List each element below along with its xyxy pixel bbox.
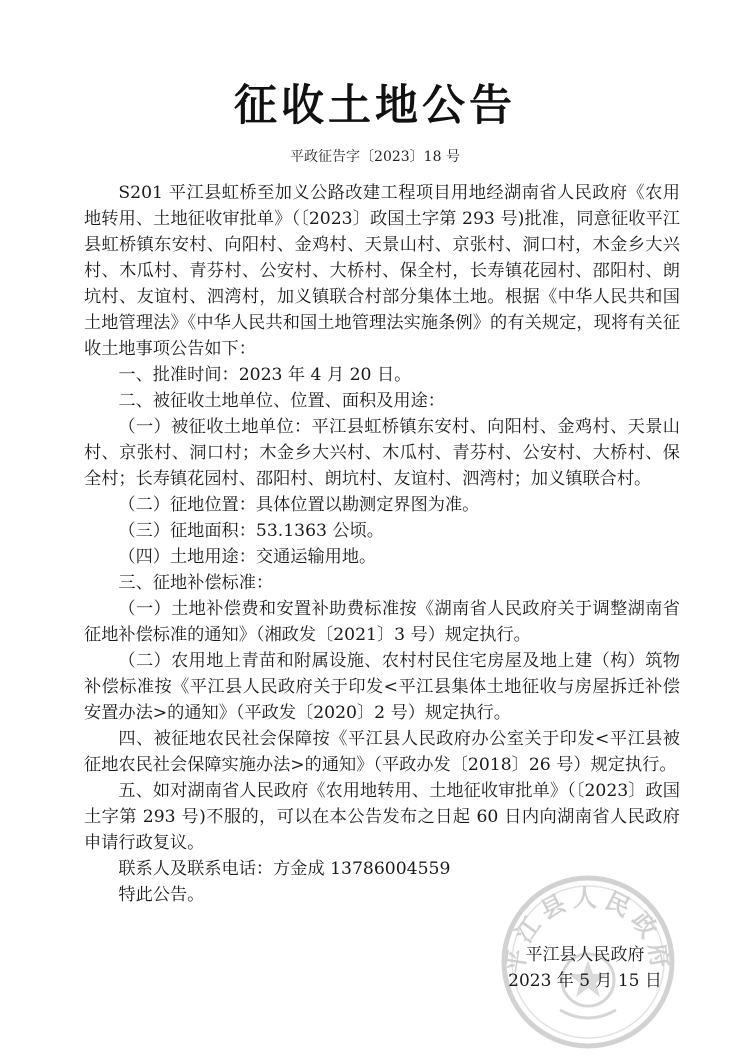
paragraph-intro: S201 平江县虹桥至加义公路改建工程项目用地经湖南省人民政府《农用地转用、土地征收审批单》（〔2023〕政国土字第 293 号)批准，同意征收平江县虹桥镇东安村、向阳村、金鸡村、天景山村、京张村、洞口村，木金乡大兴村、木瓜村、青芬村、公安村、大桥村、保全村，长寿镇花园村、邵阳村、朗坑村、友谊村、泗湾村，加义镇联合村部分集体土地。根据《中华人民共和国土地管理法》《中华人民共和国土地管理法实施条例》的有关规定，现将有关征收土地事项公告如下： (84, 183, 680, 359)
paragraph-closing: 特此公告。 (118, 885, 205, 905)
paragraph-contact: 联系人及联系电话：方金成 13786004559 (118, 859, 451, 879)
signature-date: 2023 年 5 月 15 日 (508, 971, 662, 991)
paragraph-land-use: （四）土地用途：交通运输用地。 (118, 547, 377, 567)
paragraph-location: （二）征地位置：具体位置以勘测定界图为准。 (118, 495, 480, 515)
paragraph-area: （三）征地面积：53.1363 公顷。 (118, 521, 384, 541)
paragraph-compensation-two: （二）农用地上青苗和附属设施、农村村民住宅房屋及地上建（构）筑物补偿标准按《平江县人民政府关于印发<平江县集体土地征收与房屋拆迁补偿安置办法>的通知》（平政发〔2020〕2 号）规定执行。 (84, 651, 680, 723)
paragraph-units: （一）被征收土地单位：平江县虹桥镇东安村、向阳村、金鸡村、天景山村、京张村、洞口村；木金乡大兴村、木瓜村、青芬村、公安村、大桥村、保全村；长寿镇花园村、邵阳村、朗坑村、友谊村、泗湾村；加义镇联合村。 (84, 417, 680, 489)
notice-body (84, 180, 680, 908)
signature-org: 平江县人民政府 (525, 945, 645, 965)
paragraph-appeal: 五、如对湖南省人民政府《农用地转用、土地征收审批单》（〔2023〕政国土字第 293 号)不服的，可以在本公告发布之日起 60 日内向湖南省人民政府申请行政复议。 (84, 781, 680, 853)
paragraph-social-security: 四、被征地农民社会保障按《平江县人民政府办公室关于印发<平江县被征地农民社会保障实施办法>的通知》（平政办发〔2018〕26 号）规定执行。 (84, 729, 680, 775)
paragraph-section-three: 三、征地补偿标准： (118, 573, 274, 593)
document-number: 平政征告字〔2023〕18 号 (290, 149, 460, 165)
svg-text:平江县人民政府: 平江县人民政府 (500, 884, 676, 976)
page-title: 征收土地公告 (234, 81, 516, 131)
paragraph-compensation-one: （一）土地补偿费和安置补助费标准按《湖南省人民政府关于调整湖南省征地补偿标准的通知》（湘政发〔2021〕3 号）规定执行。 (84, 599, 680, 645)
paragraph-approval-time: 一、批准时间：2023 年 4 月 20 日。 (118, 365, 412, 385)
paragraph-section-two: 二、被征收土地单位、位置、面积及用途： (118, 391, 445, 411)
